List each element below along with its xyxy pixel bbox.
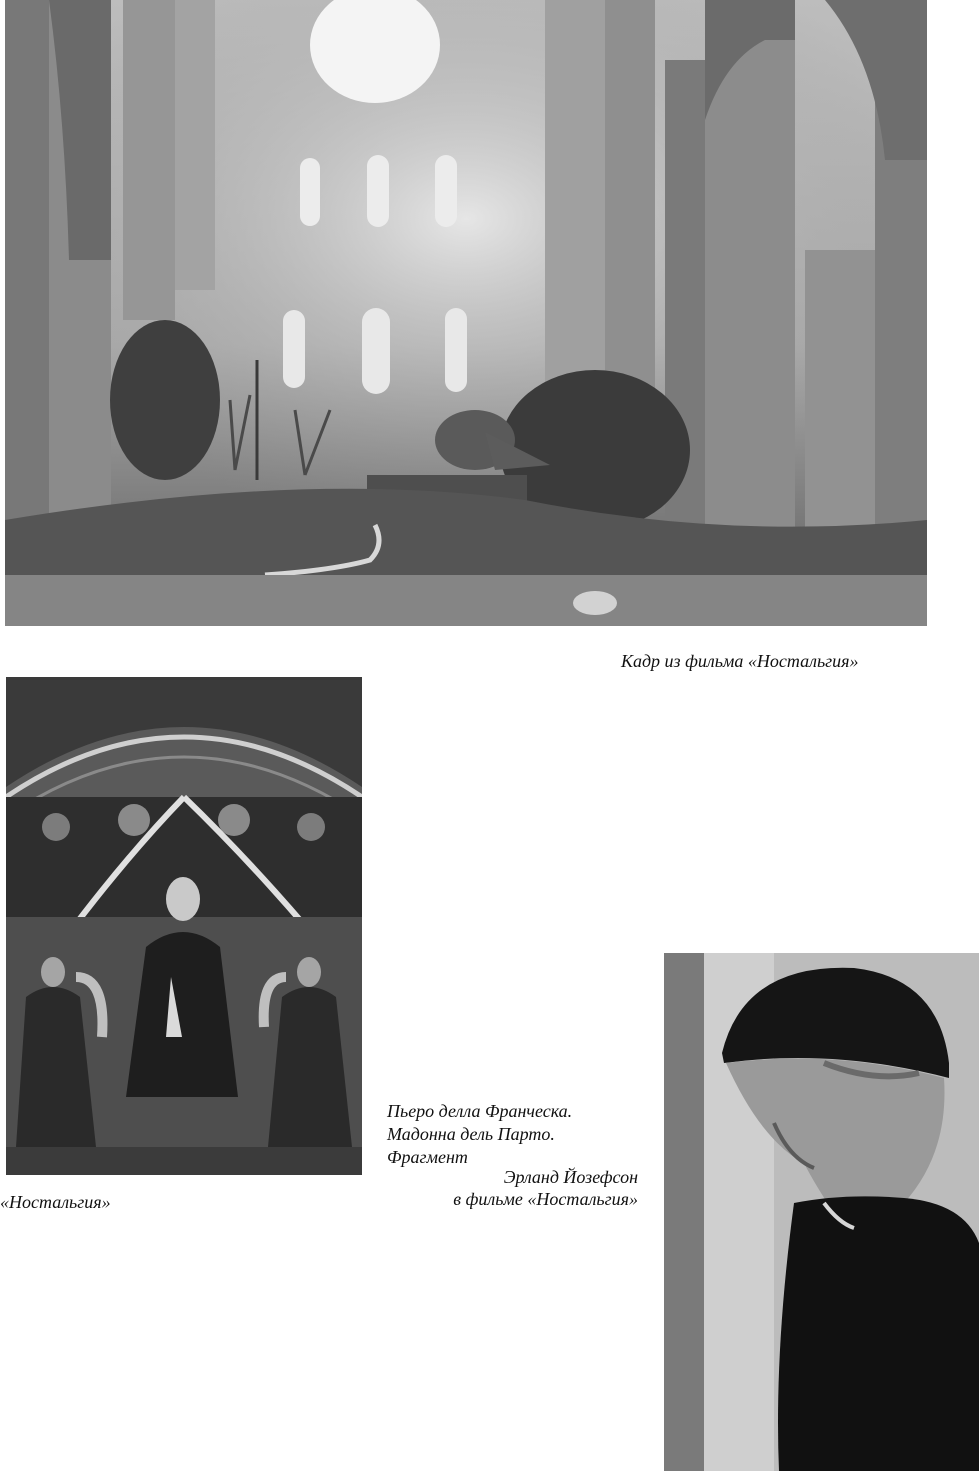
cathedral-caption bbox=[621, 650, 859, 672]
madonna-fresco-photo bbox=[6, 677, 362, 1175]
piero-caption-line-3: Фрагмент bbox=[387, 1147, 468, 1167]
piero-caption bbox=[387, 1100, 572, 1169]
cathedral-caption-text: Кадр из фильма «Ностальгия» bbox=[621, 651, 859, 671]
josephson-caption-line-1: Эрланд Йозефсон bbox=[503, 1167, 638, 1187]
josephson-caption bbox=[394, 1166, 638, 1210]
portrait-illustration bbox=[664, 953, 979, 1471]
left-fragment-caption bbox=[0, 1191, 111, 1213]
cathedral-illustration bbox=[5, 0, 927, 626]
piero-caption-line-2: Мадонна дель Парто. bbox=[387, 1124, 555, 1144]
left-fragment-caption-text: «Ностальгия» bbox=[0, 1192, 111, 1212]
piero-caption-line-1: Пьеро делла Франческа. bbox=[387, 1101, 573, 1121]
madonna-illustration bbox=[6, 677, 362, 1175]
cathedral-still-photo bbox=[5, 0, 927, 626]
josephson-portrait-photo bbox=[664, 953, 979, 1471]
josephson-caption-line-2: в фильме «Ностальгия» bbox=[453, 1189, 638, 1209]
